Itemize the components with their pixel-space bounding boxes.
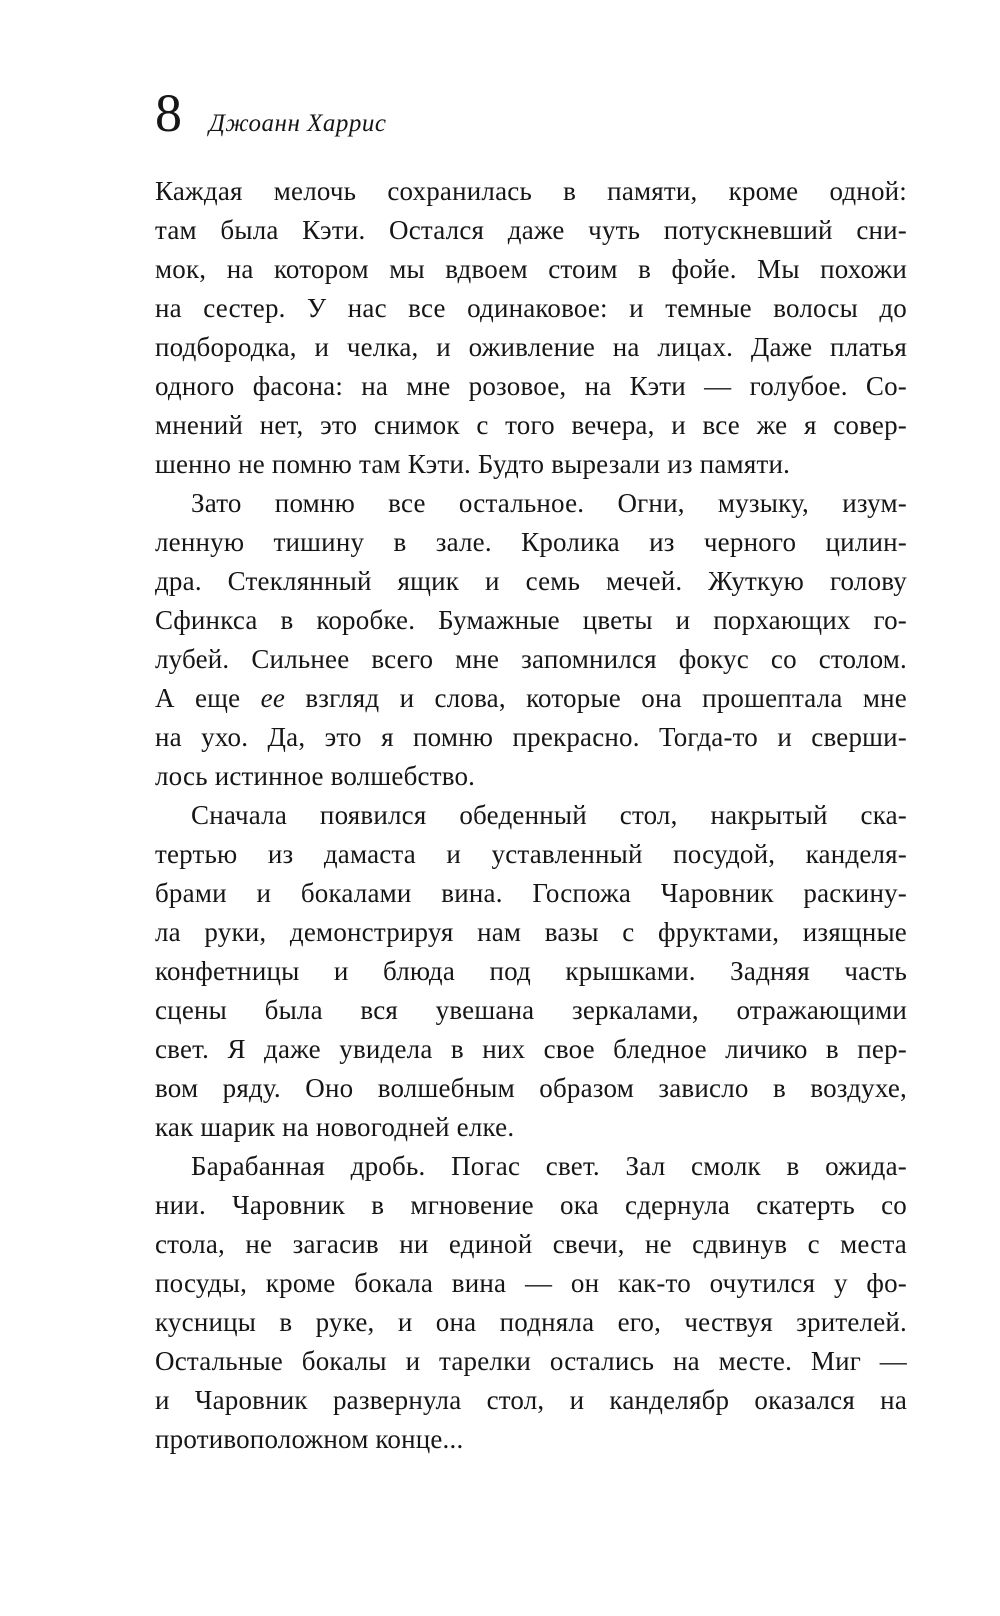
- text-line: сцены была вся увешана зеркалами, отражающими: [155, 995, 907, 1025]
- text-line: Сфинкса в коробке. Бумажные цветы и порхающих го-: [155, 605, 907, 635]
- text-line: на сестер. У нас все одинаковое: и темные волосы до: [155, 293, 907, 323]
- running-head: [155, 83, 907, 143]
- text-line: противоположном конце...: [155, 1424, 464, 1454]
- text-line: подбородка, и челка, и оживление на лицах. Даже платья: [155, 332, 907, 362]
- text-line: и Чаровник развернула стол, и канделябр оказался на: [155, 1385, 907, 1415]
- text-line: одного фасона: на мне розовое, на Кэти — голубое. Со-: [155, 371, 907, 401]
- text-line: ла руки, демонстрируя нам вазы с фруктами, изящные: [155, 917, 907, 947]
- text-line: лось истинное волшебство.: [155, 761, 476, 791]
- text-segment: взгляд и слова, которые она прошептала мне: [285, 683, 907, 713]
- text-line: свет. Я даже увидела в них свое бледное личико в пер-: [155, 1034, 907, 1064]
- text-line: мок, на котором мы вдвоем стоим в фойе. Мы похожи: [155, 254, 907, 284]
- text-line: конфетницы и блюда под крышками. Задняя часть: [155, 956, 907, 986]
- text-line: как шарик на новогодней елке.: [155, 1112, 515, 1142]
- text-line: посуды, кроме бокала вина — он как-то очутился у фо-: [155, 1268, 907, 1298]
- text-line: дра. Стеклянный ящик и семь мечей. Жуткую голову: [155, 566, 907, 596]
- text-line: Сначала появился обеденный стол, накрытый ска-: [191, 800, 907, 830]
- text-line: брами и бокалами вина. Госпожа Чаровник раскину-: [155, 878, 907, 908]
- text-line: мнений нет, это снимок с того вечера, и все же я совер-: [155, 410, 907, 440]
- text-segment: А еще: [155, 683, 261, 713]
- page-number: 8: [155, 83, 182, 143]
- text-line: шенно не помню там Кэти. Будто вырезали из памяти.: [155, 449, 791, 479]
- text-line: там была Кэти. Остался даже чуть потускневший сни-: [155, 215, 907, 245]
- text-line: Остальные бокалы и тарелки остались на месте. Миг —: [155, 1346, 907, 1376]
- text-line: нии. Чаровник в мгновение ока сдернула скатерть со: [155, 1190, 907, 1220]
- emphasized-word: ее: [260, 683, 286, 713]
- text-line: вом ряду. Оно волшебным образом зависло в воздухе,: [155, 1073, 907, 1103]
- text-line: кусницы в руке, и она подняла его, чествуя зрителей.: [155, 1307, 907, 1337]
- text-line: ленную тишину в зале. Кролика из черного цилин-: [155, 527, 907, 557]
- text-line: тертью из дамаста и уставленный посудой, канделя-: [155, 839, 907, 869]
- text-line: Барабанная дробь. Погас свет. Зал смолк в ожида-: [191, 1151, 907, 1181]
- text-line: Зато помню все остальное. Огни, музыку, изум-: [191, 488, 907, 518]
- text-line: [155, 679, 907, 718]
- running-head-author: Джоанн Харрис: [209, 110, 387, 137]
- text-line: лубей. Сильнее всего мне запомнился фокус со столом.: [155, 644, 907, 674]
- page-body: [155, 172, 907, 1459]
- text-line: Каждая мелочь сохранилась в памяти, кроме одной:: [155, 176, 907, 206]
- text-line: на ухо. Да, это я помню прекрасно. Тогда-то и сверши-: [155, 722, 907, 752]
- text-line: стола, не загасив ни единой свечи, не сдвинув с места: [155, 1229, 907, 1259]
